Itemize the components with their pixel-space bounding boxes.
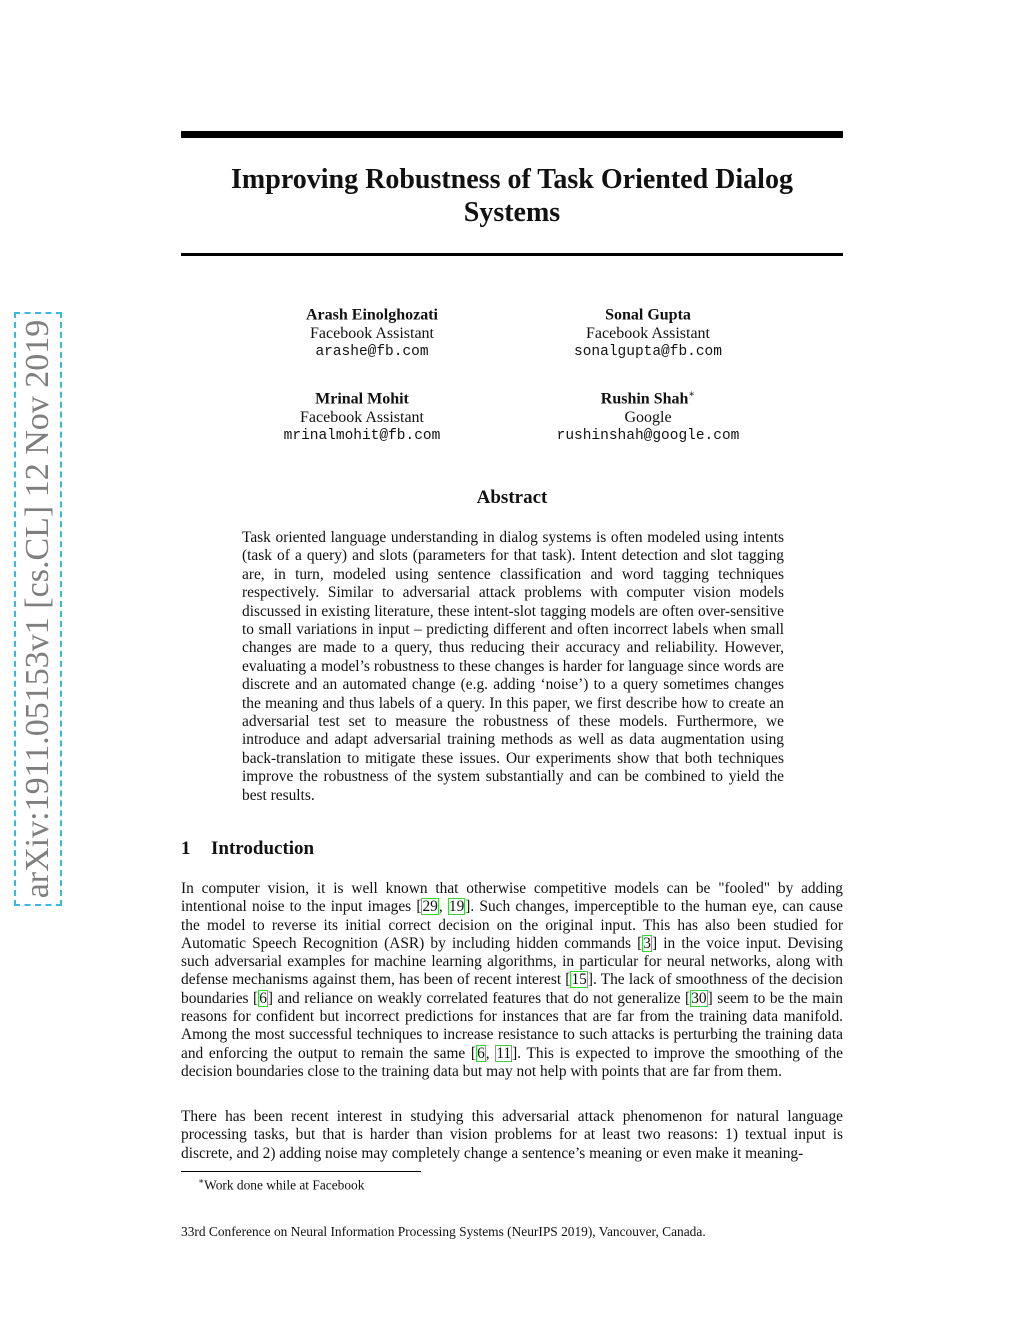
author-block xyxy=(212,385,512,446)
author-email: mrinalmohit@fb.com xyxy=(283,428,441,445)
author-affiliation: Facebook Assistant xyxy=(300,409,424,427)
author-block xyxy=(222,301,522,362)
venue-footer: 33rd Conference on Neural Information Processing Systems (NeurIPS 2019), Vancouver, Canada. xyxy=(181,1224,706,1239)
citation-link[interactable]: 6 xyxy=(477,1044,485,1062)
footnote-rule xyxy=(181,1171,421,1172)
section-title: Introduction xyxy=(211,838,315,859)
abstract-heading: Abstract xyxy=(476,487,548,508)
footnote-marker[interactable]: ∗ xyxy=(688,389,696,400)
arxiv-id: arXiv:1911.05153v1 [cs.CL] 12 Nov 2019 xyxy=(19,319,56,899)
author-email: arashe@fb.com xyxy=(315,344,429,361)
paper-title: Improving Robustness of Task Oriented Dialog Systems xyxy=(231,164,793,228)
section-number: 1 xyxy=(181,838,191,859)
arxiv-stamp xyxy=(14,312,62,906)
citation-link[interactable]: 11 xyxy=(496,1044,512,1062)
section-heading-introduction xyxy=(181,838,314,860)
author-name: Sonal Gupta xyxy=(605,306,691,324)
author-affiliation: Facebook Assistant xyxy=(586,325,710,343)
title-top-rule xyxy=(181,131,843,138)
author-block xyxy=(498,301,798,362)
citation-link[interactable]: 19 xyxy=(448,898,465,916)
intro-paragraph: In computer vision, it is well known that otherwise competitive models can be "fooled" by adding intentional noise to the input images [29, 19]. Such changes, imperceptible to the human eye, can cause the model to reverse its initial correct decision on the original input. This has also been studied for Automatic Speech Recognition (ASR) by including hidden commands [3] in the voice input. Devising such adversarial examples for machine learning algorithms, in particular for neural networks, along with defense mechanisms against them, has been of recent interest [15]. The lack of smoothness of the decision boundaries [6] and reliance on weakly correlated features that do not generalize [30] seem to be the main reasons for confident but incorrect predictions for instances that are far from the training data manifold. Among the most successful techniques to increase resistance to such attacks is perturbing the training data and enforcing the output to remain the same [6, 11]. This is expected to improve the smoothing of the decision boundaries close to the training data but may not help with points that are far from them. xyxy=(181,880,843,1080)
footnote: ∗Work done while at Facebook xyxy=(198,1176,365,1193)
title-bottom-rule xyxy=(181,253,843,256)
citation-link[interactable]: 30 xyxy=(691,989,707,1007)
citation-link[interactable]: 6 xyxy=(259,989,267,1007)
intro-paragraph: There has been recent interest in studying this adversarial attack phenomenon for natural language processing tasks, but that is harder than vision problems for at least two reasons: 1) textual input is discrete, and 2) adding noise may completely change a sentence’s meaning or even make it meaning- xyxy=(181,1108,843,1162)
author-email: rushinshah@google.com xyxy=(556,428,740,445)
author-email: sonalgupta@fb.com xyxy=(574,344,722,361)
citation-link[interactable]: 3 xyxy=(643,934,651,952)
citation-link[interactable]: 15 xyxy=(571,971,587,989)
citation-link[interactable]: 29 xyxy=(422,898,438,916)
author-name: Rushin Shah∗ xyxy=(600,389,696,408)
abstract-text: Task oriented language understanding in dialog systems is often modeled using intents (task of a query) and slots (parameters for that task). Intent detection and slot tagging are, in turn, modeled using sentence classification and word tagging techniques respectively. Similar to adversarial attack problems with computer vision models discussed in existing literature, these intent-slot tagging models are often over-sensitive to small variations in input – predicting different and often incorrect labels when small changes are made to a query, thus reducing their accuracy and reliability. However, evaluating a model’s robustness to these changes is harder for language since words are discrete and an automated change (e.g. adding ‘noise’) to a query sometimes changes the meaning and thus labels of a query. In this paper, we first describe how to create an adversarial test set to measure the robustness of these models. Furthermore, we introduce and adapt adversarial training methods as well as data augmentation using back-translation to mitigate these issues. Our experiments show that both techniques improve the robustness of the system substantially and can be combined to yield the best results. xyxy=(242,529,784,804)
author-block xyxy=(498,385,798,446)
author-affiliation: Facebook Assistant xyxy=(310,325,434,343)
author-affiliation: Google xyxy=(624,409,672,427)
author-name: Arash Einolghozati xyxy=(305,306,438,324)
author-name: Mrinal Mohit xyxy=(315,390,409,408)
